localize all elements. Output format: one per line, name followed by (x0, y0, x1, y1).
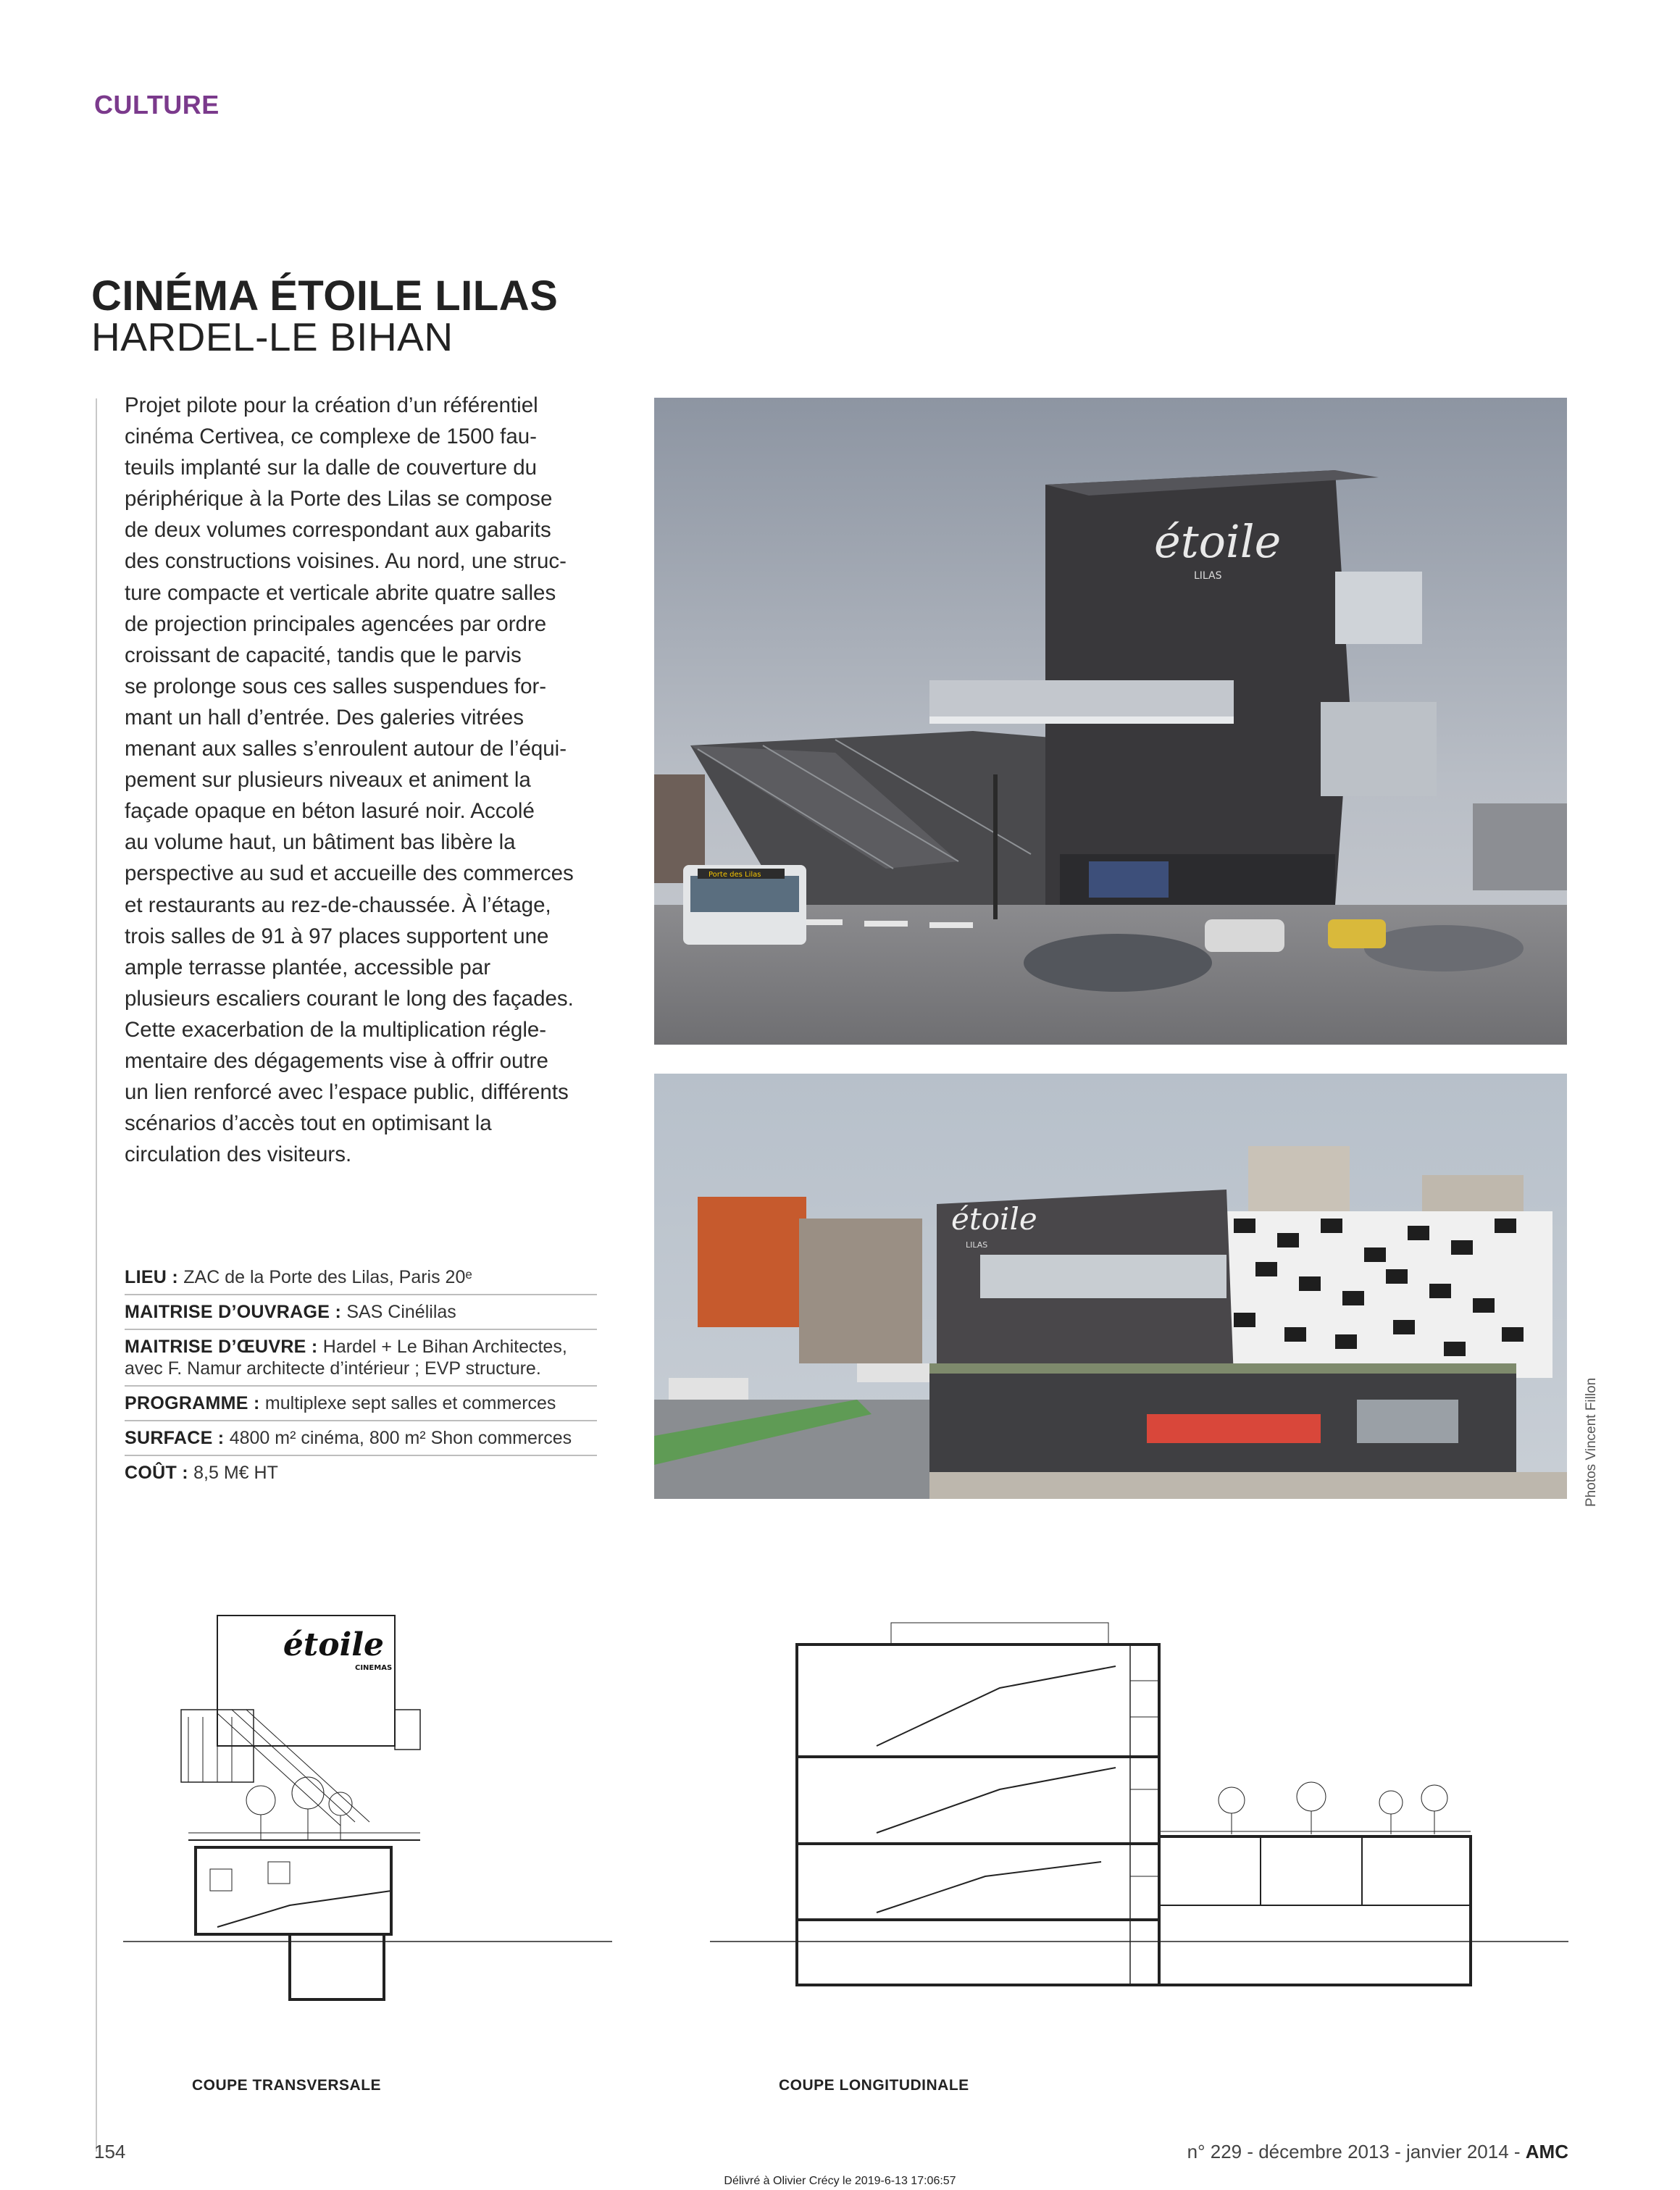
body-line: perspective au sud et accueille des commerces (125, 861, 574, 886)
info-surface: SURFACE : 4800 m² cinéma, 800 m² Shon commerces (125, 1421, 597, 1456)
drawing1-sign: étoile (283, 1626, 384, 1663)
body-line: se prolonge sous ces salles suspendues for- (125, 674, 547, 698)
delivery-stamp: Délivré à Olivier Crécy le 2019-6-13 17:06:57 (724, 2175, 956, 2187)
photo1-sign-sub: LILAS (1194, 570, 1222, 582)
info-maitrise-oeuvre: MAITRISE D’ŒUVRE : Hardel + Le Bihan Architectes, avec F. Namur architecte d’intérieur ; EVP structure. (125, 1330, 597, 1387)
section-tag: CULTURE (94, 90, 220, 120)
drawing1-sign-sub: CINEMAS (355, 1664, 393, 1672)
bus-destination: Porte des Lilas (709, 871, 761, 879)
body-line: cinéma Certivea, ce complexe de 1500 fau- (125, 425, 537, 449)
body-line: ample terrasse plantée, accessible par (125, 955, 491, 979)
body-line: mentaire des dégagements vise à offrir outre (125, 1048, 548, 1073)
photo2-sign: étoile (951, 1201, 1037, 1237)
info-label: MAITRISE D’OUVRAGE (125, 1302, 330, 1322)
magazine-name: AMC (1525, 2141, 1568, 2162)
body-line: circulation des visiteurs. (125, 1142, 352, 1167)
photo2-sign-sub: LILAS (966, 1240, 988, 1250)
photo-credit: Photos Vincent Fillon (1584, 1377, 1599, 1507)
body-line: menant aux salles s’enroulent autour de l’équi- (125, 737, 567, 761)
left-rule (96, 398, 97, 2152)
info-value: SAS Cinélilas (346, 1302, 456, 1322)
article-subtitle: HARDEL-LE BIHAN (91, 314, 454, 359)
info-value: multiplexe sept salles et commerces (264, 1393, 556, 1413)
info-programme: PROGRAMME : multiplexe sept salles et commerces (125, 1387, 597, 1421)
issue-text: n° 229 - décembre 2013 - janvier 2014 - (1187, 2141, 1521, 2162)
caption-cross-section: COUPE TRANSVERSALE (192, 2077, 382, 2094)
info-label: PROGRAMME (125, 1393, 248, 1413)
body-line: mant un hall d’entrée. Des galeries vitrées (125, 705, 524, 730)
body-line: un lien renforcé avec l’espace public, différents (125, 1080, 569, 1105)
body-line: ture compacte et verticale abrite quatre salles (125, 580, 556, 605)
photo-street-view (654, 398, 1567, 1045)
article-body (125, 390, 603, 1170)
body-line: façade opaque en béton lasuré noir. Accolé (125, 799, 535, 824)
body-line: croissant de capacité, tandis que le parvis (125, 643, 522, 667)
caption-longitudinal-section: COUPE LONGITUDINALE (779, 2077, 969, 2094)
body-line: de projection principales agencées par ordre (125, 611, 547, 636)
photo1-sign: étoile (1154, 515, 1282, 568)
info-label: COÛT (125, 1463, 177, 1483)
info-label: MAITRISE D’ŒUVRE (125, 1337, 306, 1357)
info-label: LIEU (125, 1267, 167, 1287)
page-number: 154 (94, 2141, 126, 2162)
info-maitrise-ouvrage: MAITRISE D’OUVRAGE : SAS Cinélilas (125, 1295, 597, 1330)
body-line: pement sur plusieurs niveaux et animent la (125, 768, 531, 793)
info-value: 4800 m² cinéma, 800 m² Shon commerces (229, 1428, 572, 1448)
body-line: teuils implanté sur la dalle de couverture du (125, 456, 538, 480)
info-lieu: LIEU : ZAC de la Porte des Lilas, Paris 20ᵉ (125, 1261, 597, 1295)
photo-aerial-view (654, 1074, 1567, 1499)
body-line: plusieurs escaliers courant le long des façades. (125, 986, 574, 1011)
drawing-longitudinal-section (710, 1601, 1568, 2036)
info-value: 8,5 M€ HT (193, 1463, 278, 1483)
info-value: avec F. Namur architecte d’intérieur ; EVP structure. (125, 1358, 541, 1379)
body-line: au volume haut, un bâtiment bas libère la (125, 830, 516, 855)
info-value: ZAC de la Porte des Lilas, Paris 20ᵉ (183, 1267, 472, 1287)
project-info (125, 1261, 597, 1489)
body-line: Projet pilote pour la création d’un référentiel (125, 393, 538, 417)
body-line: et restaurants au rez-de-chaussée. À l’étage, (125, 893, 551, 917)
info-label: SURFACE (125, 1428, 213, 1448)
body-line: scénarios d’accès tout en optimisant la (125, 1111, 492, 1136)
issue-info (1187, 2141, 1568, 2163)
body-line: Cette exacerbation de la multiplication régle- (125, 1017, 547, 1042)
info-value: Hardel + Le Bihan Architectes, (322, 1337, 567, 1357)
body-line: trois salles de 91 à 97 places supportent une (125, 924, 549, 948)
drawing-cross-section (123, 1601, 612, 2036)
body-line: de deux volumes correspondant aux gabarits (125, 518, 551, 543)
body-line: des constructions voisines. Au nord, une struc- (125, 549, 567, 574)
info-cout: COÛT : 8,5 M€ HT (125, 1463, 278, 1483)
article-title: CINÉMA ÉTOILE LILAS (91, 272, 559, 319)
body-line: périphérique à la Porte des Lilas se compose (125, 487, 553, 511)
